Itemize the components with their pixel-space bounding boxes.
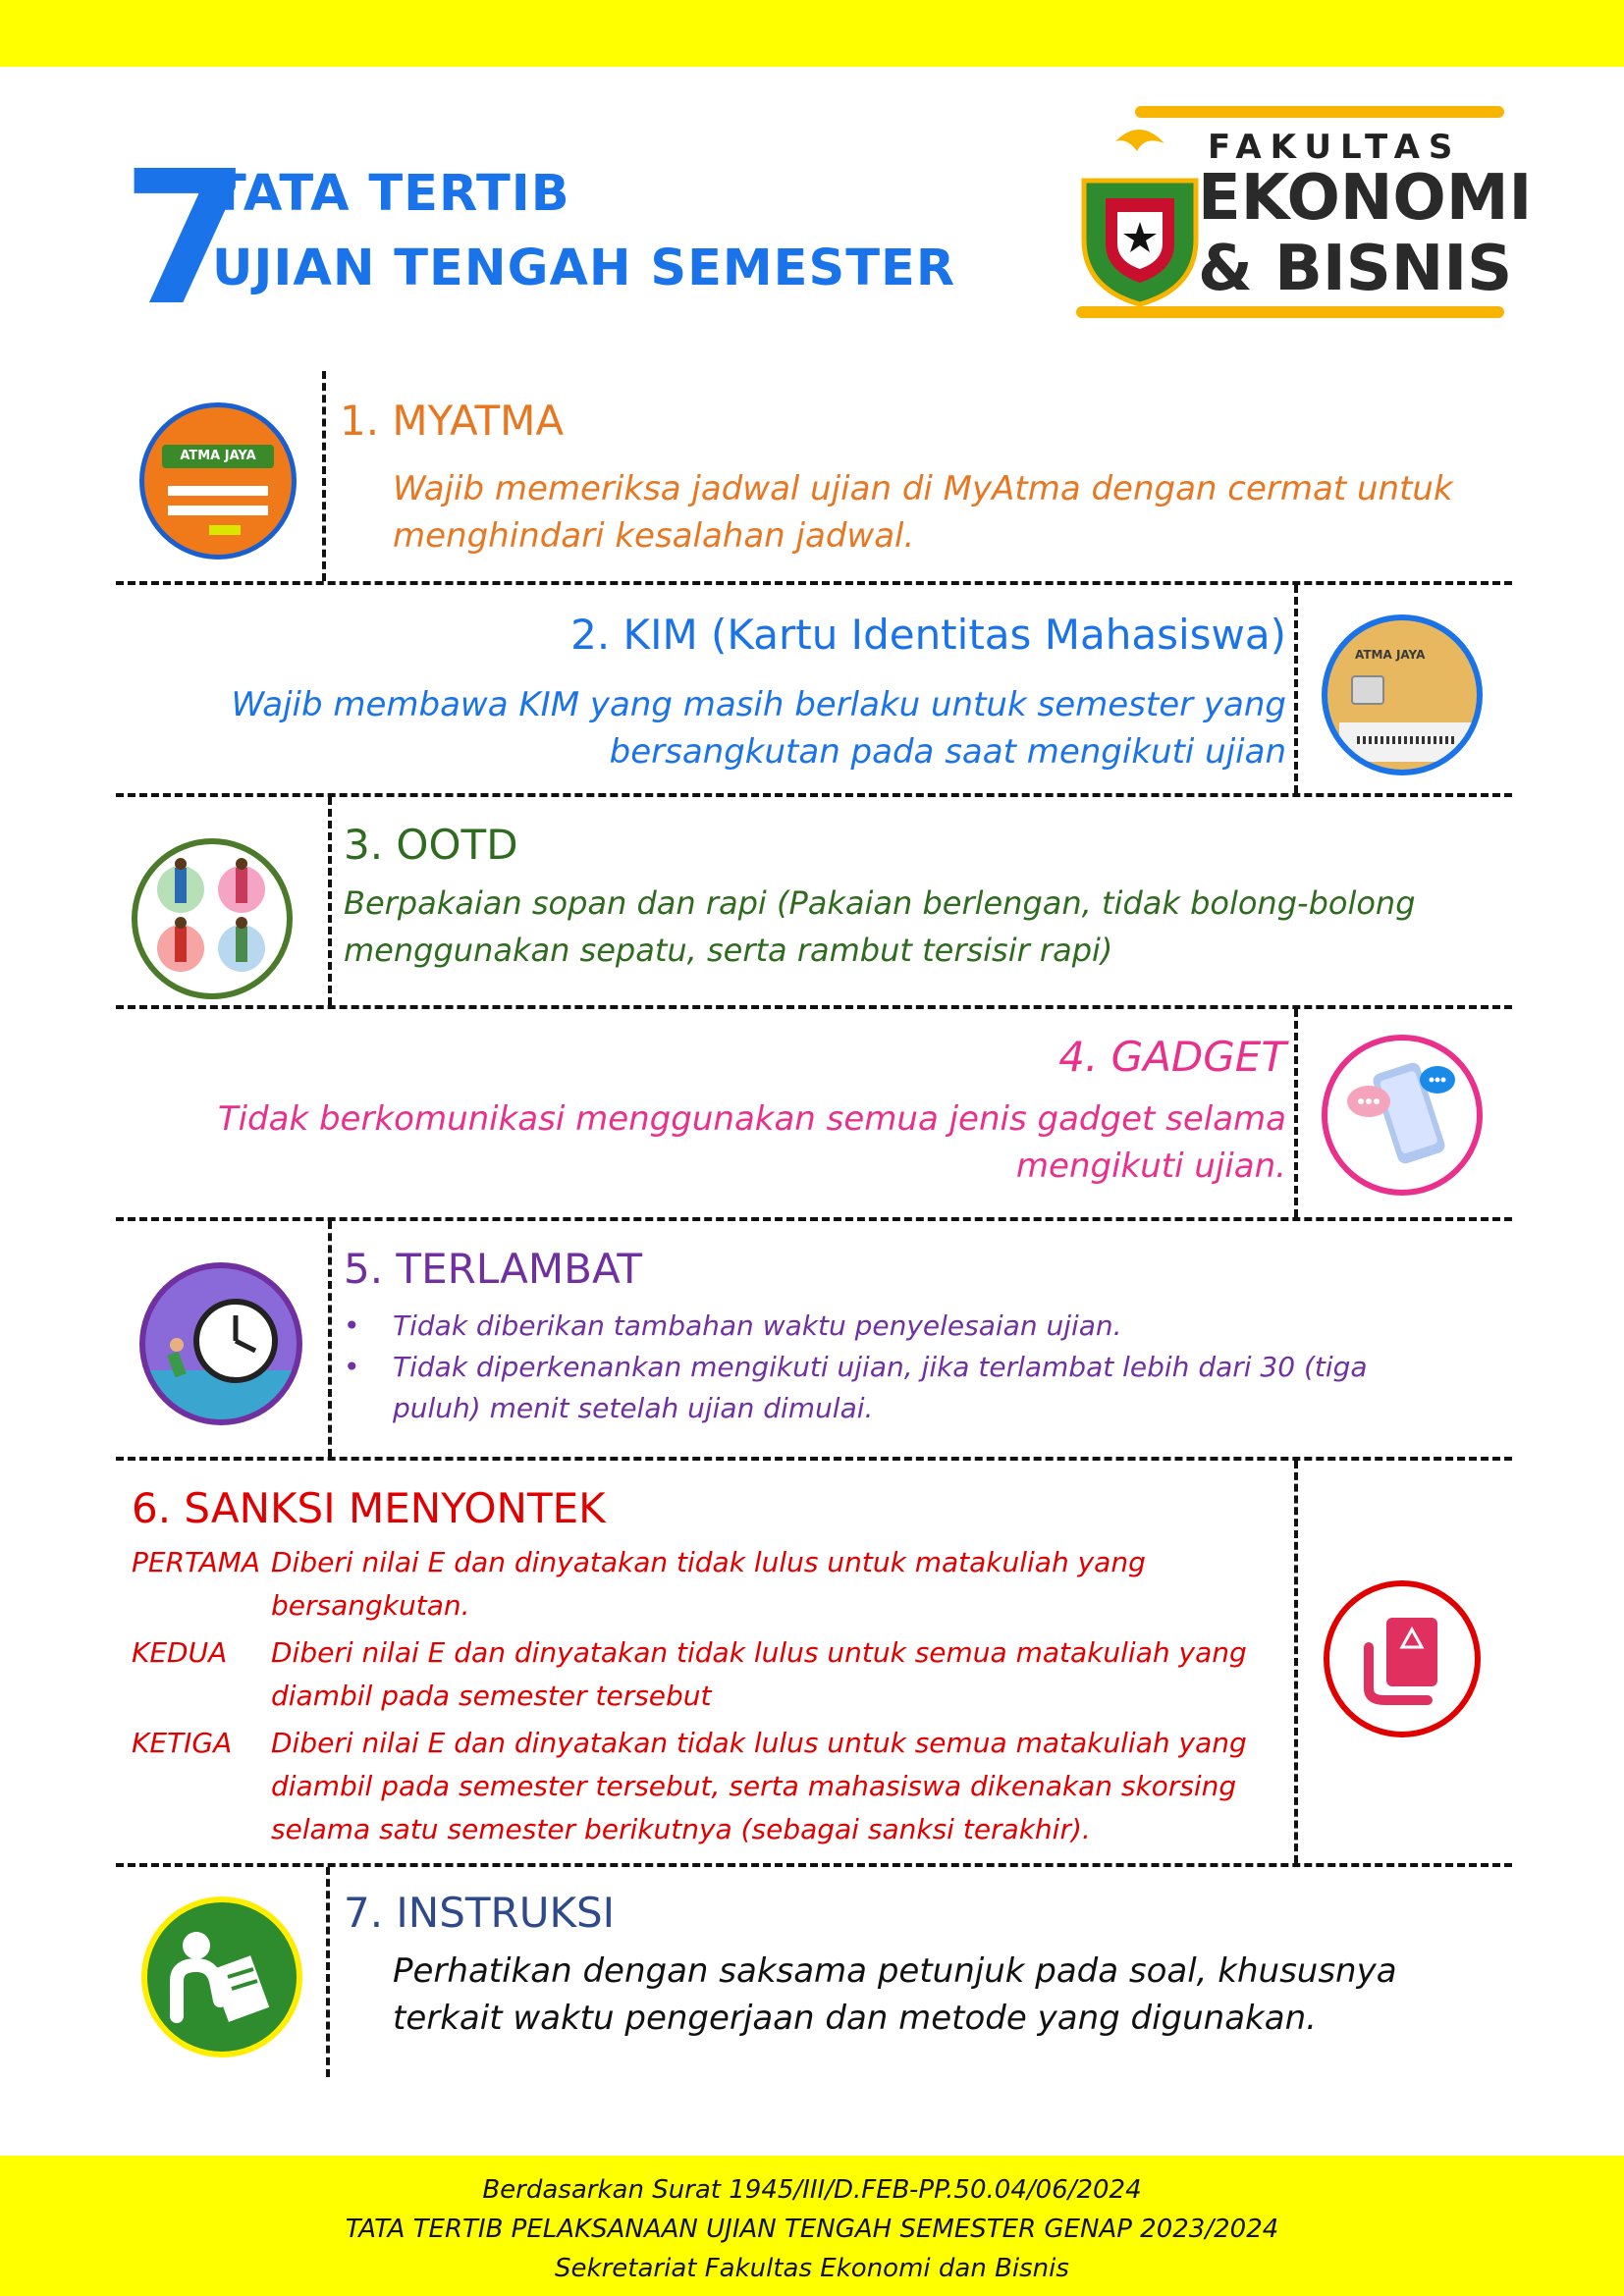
smartphone-chat-icon <box>1322 1035 1483 1196</box>
reading-instructions-icon <box>141 1896 302 2057</box>
sanctions-table <box>132 1541 1271 1851</box>
footer-title: TATA TERTIB PELAKSANAAN UJIAN TENGAH SEMESTER GENAP 2023/2024 <box>345 2215 1279 2244</box>
section-4-title: 4. GADGET <box>1058 1033 1286 1081</box>
page-title-line1: TATA TERTIB <box>212 165 570 223</box>
list-item: • Tidak diberikan tambahan waktu penyelesaian ujian. <box>344 1306 1463 1347</box>
section-1-body: Wajib memeriksa jadwal ujian di MyAtma dengan cermat untuk menghindari kesalahan jadwal. <box>393 469 1453 556</box>
section-2-body: Wajib membawa KIM yang masih berlaku untuk semester yang bersangkutan pada saat mengikuti ujian <box>231 685 1286 772</box>
section-3-body: Berpakaian sopan dan rapi (Pakaian berlengan, tidak bolong-bolong menggunakan sepatu, serta rambut tersisir rapi) <box>344 884 1416 969</box>
section-4-body: Tidak berkomunikasi menggunakan semua jenis gadget selama mengikuti ujian. <box>217 1099 1286 1186</box>
vertical-divider-6 <box>1294 1461 1298 1863</box>
vertical-divider-1 <box>322 371 326 581</box>
sanction-level: KEDUA <box>132 1636 228 1669</box>
section-2-title: 2. KIM (Kartu Identitas Mahasiswa) <box>570 611 1286 659</box>
vertical-divider-3 <box>328 797 332 1005</box>
divider-3 <box>116 1005 1512 1009</box>
cheating-warning-icon <box>1324 1580 1481 1737</box>
sanction-text: Diberi nilai E dan dinyatakan tidak lulus untuk semua matakuliah yang diambil pada semester tersebut <box>271 1636 1247 1712</box>
sanction-text: Diberi nilai E dan dinyatakan tidak lulus untuk matakuliah yang bersangkutan. <box>271 1546 1146 1622</box>
divider-2 <box>116 793 1512 797</box>
vertical-divider-4 <box>1294 1009 1298 1217</box>
divider-4 <box>116 1217 1512 1221</box>
vertical-divider-2 <box>1294 585 1298 793</box>
sanction-row <box>132 1722 1271 1851</box>
logo-bisnis-text: & BISNIS <box>1198 233 1513 305</box>
student-id-card-icon: ATMA JAYA <box>1322 614 1483 775</box>
section-1-title: 1. MYATMA <box>340 397 565 445</box>
section-5-title: 5. TERLAMBAT <box>344 1245 643 1293</box>
section-3-title: 3. OOTD <box>344 821 518 869</box>
vertical-divider-7 <box>326 1867 330 2077</box>
section-5-list <box>344 1306 1463 1429</box>
divider-1 <box>116 581 1512 585</box>
list-item: • Tidak diperkenankan mengikuti ujian, jika terlambat lebih dari 30 (tiga puluh) menit setelah ujian dimulai. <box>344 1347 1463 1429</box>
atma-jaya-crest-icon <box>1076 122 1204 308</box>
late-clock-icon <box>139 1262 302 1425</box>
sanction-level: KETIGA <box>132 1727 233 1759</box>
sanction-row <box>132 1631 1271 1718</box>
page-title-line2: UJIAN TENGAH SEMESTER <box>212 240 956 297</box>
section-7-body: Perhatikan dengan saksama petunjuk pada soal, khususnya terkait waktu pengerjaan dan metode yang digunakan. <box>393 1951 1397 2038</box>
logo-fakultas-text: FAKULTAS <box>1208 128 1462 167</box>
faculty-logo <box>1076 102 1533 320</box>
page-number-seven: 7 <box>122 132 250 347</box>
logo-ekonomi-text: EKONOMI <box>1198 162 1533 235</box>
divider-5 <box>116 1457 1512 1461</box>
sanction-level: PERTAMA <box>132 1546 261 1578</box>
footer-secretariat: Sekretariat Fakultas Ekonomi dan Bisnis <box>555 2254 1069 2283</box>
top-banner <box>0 0 1624 67</box>
vertical-divider-5 <box>328 1221 332 1457</box>
sanction-row <box>132 1541 1271 1628</box>
footer-reference: Berdasarkan Surat 1945/III/D.FEB-PP.50.04/06/2024 <box>482 2175 1142 2205</box>
section-6-title: 6. SANKSI MENYONTEK <box>132 1484 606 1532</box>
sanction-text: Diberi nilai E dan dinyatakan tidak lulus untuk semua matakuliah yang diambil pada semester tersebut, serta mahasiswa dikenakan skorsing selama satu semester berikutnya (sebagai sanksi terakhir). <box>271 1727 1247 1845</box>
section-7-title: 7. INSTRUKSI <box>344 1889 616 1937</box>
outfit-icon <box>132 838 293 999</box>
myatma-login-icon: ATMA JAYA <box>139 402 297 560</box>
